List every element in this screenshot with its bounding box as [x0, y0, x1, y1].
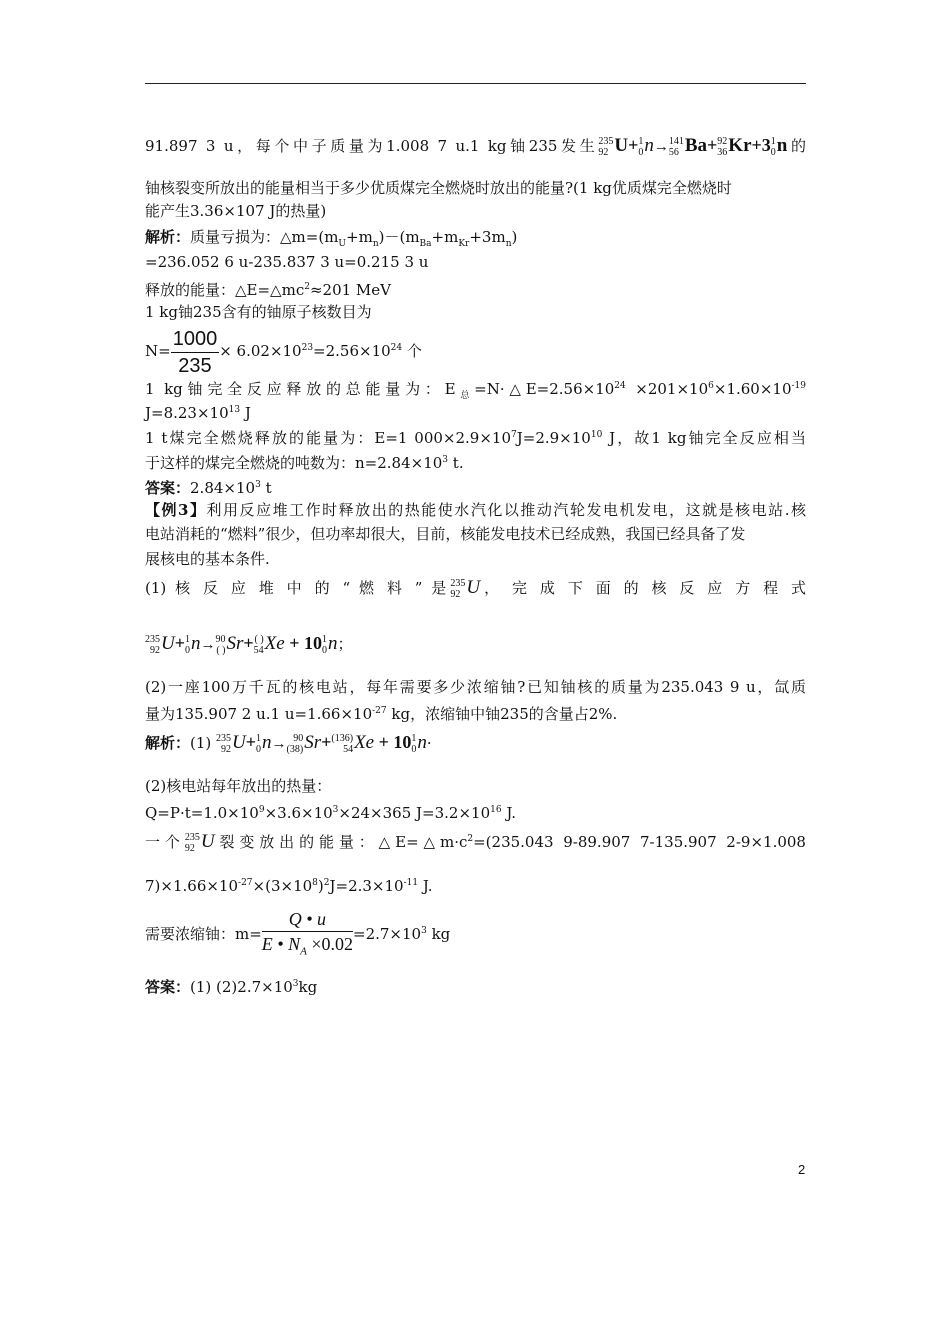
page-number: 2: [798, 1162, 806, 1177]
reaction-equation-blank: 235 92 U+ 1 0 n→ 90 ( ) Sr+ ( ) 54 Xe + 10 1 0 n；: [145, 633, 353, 656]
solution-line: =236.052 6 u-235.837 3 u=0.215 3 u: [145, 253, 429, 271]
problem-text-line: 铀核裂变所放出的能量相当于多少优质煤完全燃烧时放出的能量?(1 kg优质煤完全燃烧时: [145, 179, 732, 197]
example-line: 【例3】利用反应堆工作时释放出的热能使水汽化以推动汽轮发电机发电，这就是核电站.核: [145, 501, 806, 519]
solution-line: $7)\times 1.66\times 10^{-27}\times(3\times 10^8)^2J=2.3\times 10^{-11}$ J.: [145, 877, 433, 895]
solution-line: N= $\frac{1000}{235}$ × $6.02\times 10^{23}=2.56\times 10^{24}$ 个: [145, 327, 422, 377]
nuclide-neutron: 1 0: [770, 135, 776, 158]
solution-line: $J=8.23\times 10^{13}$ J: [145, 404, 251, 422]
nuclide-u235: 235 92: [598, 135, 614, 158]
nuclide-neutron: 1 0: [638, 135, 644, 158]
header-rule: [145, 83, 806, 84]
solution-line: 释放的能量：$\triangle E=\triangle mc^2\approx 201$ MeV: [145, 281, 391, 299]
solution-label: 解析：: [145, 734, 191, 752]
solution-line: (2)核电站每年放出的热量：: [145, 777, 332, 795]
example-line: 展核电的基本条件.: [145, 550, 270, 568]
solution-line: 解析：质量亏损为：$\triangle m=(m_U+m_n)-(m_{Ba}+m_{Kr}+3m_n)$: [145, 228, 518, 249]
example-label: 【例3】: [145, 501, 207, 519]
fission-equation: 235 92 U+ 1 0 n→ 141 56 Ba+ 92 36 Kr+3 1 0 n: [598, 135, 788, 158]
solution-line: 解析：(1) 235 92 U+ 1 0 n→ 90 (38) Sr+ (136) 54 Xe + 10 1 0 n·: [145, 732, 432, 755]
nuclide-ba141: 141 56: [668, 135, 684, 158]
answer-line: 答案：$2.84\times 10^3$ t: [145, 479, 272, 497]
problem-text-line: 能产生3.36×107 J的热量): [145, 202, 327, 220]
nuclide-kr92: 92 36: [717, 135, 728, 158]
answer-line: 答案：(1) $(2)2.7\times 10^3kg$: [145, 978, 318, 996]
answer-label: 答案：: [145, 479, 191, 497]
solution-line: 于这样的煤完全燃烧的吨数为：$n=2.84\times 10^3$ t.: [145, 454, 464, 472]
answer-label: 答案：: [145, 978, 191, 996]
fraction: $\frac{Q • u}{E • N_A \times 0.02}$: [261, 908, 353, 958]
solution-line: 一个 235 92 U裂变放出的能量：$\triangle E=\triangle m\cdot c^2=(235.043$ 9-89.907 7-135.907 2-9×1.008: [145, 831, 806, 854]
example-line: 电站消耗的“燃料”很少，但功率却很大，目前，核能发电技术已经成熟，我国已经具备了发: [145, 525, 746, 543]
problem-text-line: 91.897 3 u，每个中子质量为1.008 7 u.1 kg铀235发生 235 92 U+ 1 0 n→ 141 56 Ba+ 92 36 Kr+3 1 0 n的: [145, 135, 806, 158]
example-line: (2)一座100万千瓦的核电站，每年需要多少浓缩铀?已知铀核的质量为235.043 9 u，氙质: [145, 678, 806, 696]
example-line: 量为135.907 2 u.1 $u=1.66\times 10^{-27}$ kg，浓缩铀中铀235的含量占2%.: [145, 705, 618, 723]
solution-line: 需要浓缩铀：m= $\frac{Q • u}{E • N_A \times 0.02}$ $=2.7\times 10^3$ kg: [145, 904, 806, 958]
solution-label: 解析：: [145, 228, 191, 246]
example-line: (1) 核 反 应 堆 中 的 “ 燃 料 ” 是 235 92 U， 完 成 下 面 的 核 反 应 方 程 式: [145, 577, 806, 600]
solution-line: $Q=P\cdot t=1.0\times 10^9\times 3.6\times 10^3\times 24\times 365$ $J=3.2\times 10^{16}$ J.: [145, 804, 516, 822]
solution-line: 1 kg铀完全反应释放的总能量为：$E_总=N\cdot\triangle E=2.56\times 10^{24} \times 201\times 10^6\times 1.60\times 10^{-19}$: [145, 380, 806, 401]
solution-line: 1 kg铀235含有的铀原子核数目为: [145, 303, 372, 321]
solution-line: 1 t煤完全燃烧释放的能量为：E=1 $000\times 2.9\times 10^7J=2.9\times 10^{10}$ J，故1 kg铀完全反应相当: [145, 429, 806, 447]
fraction: $\frac{1000}{235}$: [172, 327, 218, 377]
nuclide-u235: 235 92 U: [450, 577, 481, 600]
